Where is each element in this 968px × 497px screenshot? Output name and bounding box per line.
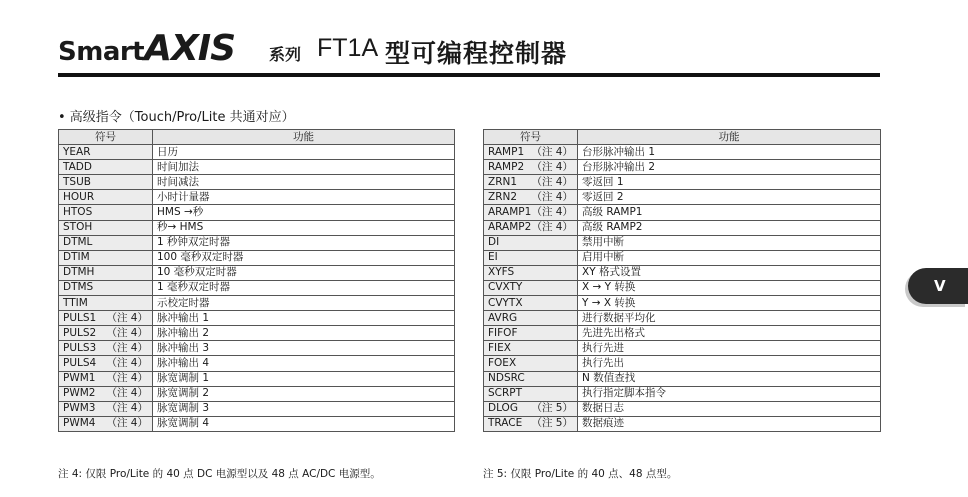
- symbol-note: （注 4）: [106, 341, 148, 354]
- table-row: [59, 341, 455, 356]
- function-cell: 数据痕迹: [578, 416, 881, 431]
- table-row: [484, 401, 881, 416]
- table-row: [484, 250, 881, 265]
- table-row: [59, 160, 455, 175]
- table-row: [484, 280, 881, 295]
- function-cell: 日历: [153, 145, 455, 160]
- symbol-name: TRACE: [488, 417, 523, 430]
- function-cell: 时间减法: [153, 175, 455, 190]
- instruction-table-left: [58, 129, 455, 432]
- symbol-name: PULS2: [63, 326, 97, 339]
- function-cell: 执行先进: [578, 341, 881, 356]
- function-cell: 高级 RAMP1: [578, 205, 881, 220]
- symbol-cell: [59, 175, 153, 190]
- table-row: [59, 416, 455, 431]
- symbol-note: （注 4）: [106, 402, 148, 415]
- function-cell: 数据日志: [578, 401, 881, 416]
- table-row: [59, 250, 455, 265]
- symbol-name: EI: [488, 251, 498, 264]
- function-cell: 时间加法: [153, 160, 455, 175]
- table-row: [484, 205, 881, 220]
- brand-logo-smart: Smart: [58, 37, 145, 67]
- table-row: [59, 280, 455, 295]
- table-row: [59, 265, 455, 280]
- symbol-name: SCRPT: [488, 387, 523, 400]
- table-row: [59, 326, 455, 341]
- symbol-cell: [59, 190, 153, 205]
- table-row: [484, 371, 881, 386]
- symbol-name: PWM1: [63, 372, 96, 385]
- table-row: [484, 160, 881, 175]
- symbol-name: HTOS: [63, 206, 93, 219]
- symbol-cell: [484, 220, 578, 235]
- side-index-tab[interactable]: [908, 268, 968, 304]
- function-cell: 示校定时器: [153, 296, 455, 311]
- function-cell: 启用中断: [578, 250, 881, 265]
- footnote-5: 注 5: 仅限 Pro/Lite 的 40 点、48 点型。: [483, 468, 678, 480]
- symbol-name: TTIM: [63, 296, 88, 309]
- instruction-table-right: [483, 129, 881, 432]
- table-row: [59, 220, 455, 235]
- brand-logo-axis: AXIS: [144, 28, 236, 69]
- symbol-cell: [484, 250, 578, 265]
- symbol-name: PULS1: [63, 311, 97, 324]
- function-cell: 脉宽调制 4: [153, 416, 455, 431]
- symbol-name: PULS3: [63, 341, 97, 354]
- function-cell: 执行先出: [578, 356, 881, 371]
- table-row: [59, 371, 455, 386]
- symbol-note: （注 4）: [531, 190, 573, 203]
- table-row: [59, 175, 455, 190]
- column-header-symbol: 符号: [484, 130, 578, 145]
- table-row: [484, 386, 881, 401]
- table-row: [484, 341, 881, 356]
- column-header-symbol: 符号: [59, 130, 153, 145]
- series-label: 系列: [269, 45, 302, 64]
- symbol-note: （注 4）: [106, 387, 148, 400]
- table-header-row: [484, 130, 881, 145]
- symbol-cell: [484, 190, 578, 205]
- page-header: [58, 28, 888, 72]
- function-cell: 秒→ HMS: [153, 220, 455, 235]
- symbol-cell: [59, 386, 153, 401]
- symbol-name: FIEX: [488, 341, 511, 354]
- function-cell: 脉宽调制 1: [153, 371, 455, 386]
- table-row: [59, 296, 455, 311]
- symbol-cell: [59, 416, 153, 431]
- symbol-name: CVXTY: [488, 281, 523, 294]
- table-row: [59, 401, 455, 416]
- side-tab-label: V: [934, 277, 946, 295]
- table-row: [484, 296, 881, 311]
- header-rule: [58, 73, 880, 77]
- symbol-name: ARAMP1: [488, 206, 532, 219]
- function-cell: X → Y 转换: [578, 280, 881, 295]
- symbol-name: RAMP2: [488, 160, 525, 173]
- symbol-cell: [59, 250, 153, 265]
- symbol-name: ARAMP2: [488, 221, 532, 234]
- function-cell: 进行数据平均化: [578, 311, 881, 326]
- function-cell: N 数值查找: [578, 371, 881, 386]
- symbol-cell: [59, 220, 153, 235]
- function-cell: Y → X 转换: [578, 296, 881, 311]
- function-cell: 执行指定脚本指令: [578, 386, 881, 401]
- symbol-cell: [484, 311, 578, 326]
- symbol-cell: [59, 160, 153, 175]
- symbol-cell: [59, 235, 153, 250]
- symbol-cell: [59, 401, 153, 416]
- function-cell: 零返回 1: [578, 175, 881, 190]
- symbol-cell: [59, 341, 153, 356]
- symbol-name: STOH: [63, 221, 93, 234]
- table-row: [484, 235, 881, 250]
- brand-logo: [58, 28, 236, 70]
- symbol-cell: [484, 326, 578, 341]
- symbol-note: （注 4）: [106, 372, 148, 385]
- model-name: FT1A: [317, 34, 379, 62]
- page-title: 型可编程控制器: [385, 39, 568, 68]
- symbol-name: RAMP1: [488, 145, 525, 158]
- symbol-cell: [59, 356, 153, 371]
- table-row: [484, 311, 881, 326]
- symbol-name: PWM3: [63, 402, 96, 415]
- function-cell: 脉宽调制 2: [153, 386, 455, 401]
- table-row: [484, 220, 881, 235]
- symbol-note: （注 4）: [106, 311, 148, 324]
- symbol-cell: [59, 311, 153, 326]
- symbol-cell: [484, 235, 578, 250]
- symbol-name: DTIM: [63, 251, 90, 264]
- table-row: [59, 145, 455, 160]
- section-title: • 高级指令（Touch/Pro/Lite 共通对应）: [58, 110, 295, 125]
- symbol-cell: [484, 280, 578, 295]
- table-row: [59, 356, 455, 371]
- column-header-function: 功能: [578, 130, 881, 145]
- symbol-name: TSUB: [63, 175, 91, 188]
- symbol-cell: [484, 371, 578, 386]
- symbol-note: （注 4）: [531, 160, 573, 173]
- symbol-name: DTMS: [63, 281, 94, 294]
- symbol-cell: [484, 205, 578, 220]
- function-cell: 禁用中断: [578, 235, 881, 250]
- function-cell: 1 毫秒双定时器: [153, 280, 455, 295]
- symbol-note: （注 4）: [531, 175, 573, 188]
- symbol-name: DTMH: [63, 266, 95, 279]
- function-cell: 台形脉冲输出 1: [578, 145, 881, 160]
- symbol-name: HOUR: [63, 190, 95, 203]
- symbol-cell: [59, 280, 153, 295]
- function-cell: 小时计量器: [153, 190, 455, 205]
- symbol-note: （注 4）: [106, 417, 148, 430]
- table-row: [59, 311, 455, 326]
- table-row: [59, 190, 455, 205]
- symbol-name: DTML: [63, 236, 93, 249]
- symbol-cell: [484, 386, 578, 401]
- table-header-row: [59, 130, 455, 145]
- table-row: [59, 205, 455, 220]
- symbol-name: PWM4: [63, 417, 96, 430]
- symbol-cell: [484, 175, 578, 190]
- symbol-name: NDSRC: [488, 372, 525, 385]
- symbol-cell: [59, 265, 153, 280]
- symbol-name: FOEX: [488, 356, 517, 369]
- symbol-cell: [484, 401, 578, 416]
- symbol-name: FIFOF: [488, 326, 518, 339]
- symbol-cell: [484, 145, 578, 160]
- symbol-note: （注 4）: [106, 356, 148, 369]
- table-row: [484, 326, 881, 341]
- symbol-cell: [59, 296, 153, 311]
- function-cell: XY 格式设置: [578, 265, 881, 280]
- function-cell: 台形脉冲输出 2: [578, 160, 881, 175]
- symbol-cell: [59, 205, 153, 220]
- symbol-name: PULS4: [63, 356, 97, 369]
- column-header-function: 功能: [153, 130, 455, 145]
- function-cell: HMS →秒: [153, 205, 455, 220]
- function-cell: 零返回 2: [578, 190, 881, 205]
- function-cell: 先进先出格式: [578, 326, 881, 341]
- symbol-note: （注 4）: [531, 221, 573, 234]
- table-row: [484, 145, 881, 160]
- symbol-cell: [484, 160, 578, 175]
- symbol-cell: [484, 356, 578, 371]
- symbol-name: CVYTX: [488, 296, 523, 309]
- symbol-note: （注 4）: [106, 326, 148, 339]
- function-cell: 高级 RAMP2: [578, 220, 881, 235]
- function-cell: 脉宽调制 3: [153, 401, 455, 416]
- symbol-name: YEAR: [63, 145, 91, 158]
- symbol-name: ZRN1: [488, 175, 518, 188]
- function-cell: 脉冲输出 2: [153, 326, 455, 341]
- symbol-cell: [59, 371, 153, 386]
- table-row: [484, 356, 881, 371]
- symbol-name: DI: [488, 236, 500, 249]
- symbol-note: （注 5）: [531, 402, 573, 415]
- symbol-cell: [484, 265, 578, 280]
- symbol-name: AVRG: [488, 311, 518, 324]
- symbol-cell: [59, 145, 153, 160]
- function-cell: 脉冲输出 1: [153, 311, 455, 326]
- symbol-note: （注 5）: [531, 417, 573, 430]
- table-row: [59, 386, 455, 401]
- symbol-name: TADD: [63, 160, 92, 173]
- table-row: [484, 416, 881, 431]
- symbol-note: （注 4）: [531, 206, 573, 219]
- symbol-cell: [59, 326, 153, 341]
- function-cell: 100 毫秒双定时器: [153, 250, 455, 265]
- symbol-name: XYFS: [488, 266, 515, 279]
- symbol-note: （注 4）: [531, 145, 573, 158]
- symbol-name: ZRN2: [488, 190, 518, 203]
- footnote-4: 注 4: 仅限 Pro/Lite 的 40 点 DC 电源型以及 48 点 AC/DC 电源型。: [58, 468, 381, 480]
- symbol-cell: [484, 416, 578, 431]
- function-cell: 10 毫秒双定时器: [153, 265, 455, 280]
- table-row: [484, 265, 881, 280]
- symbol-cell: [484, 296, 578, 311]
- function-cell: 脉冲输出 4: [153, 356, 455, 371]
- symbol-name: PWM2: [63, 387, 96, 400]
- table-row: [484, 175, 881, 190]
- function-cell: 1 秒钟双定时器: [153, 235, 455, 250]
- symbol-name: DLOG: [488, 402, 518, 415]
- table-row: [484, 190, 881, 205]
- function-cell: 脉冲输出 3: [153, 341, 455, 356]
- table-row: [59, 235, 455, 250]
- symbol-cell: [484, 341, 578, 356]
